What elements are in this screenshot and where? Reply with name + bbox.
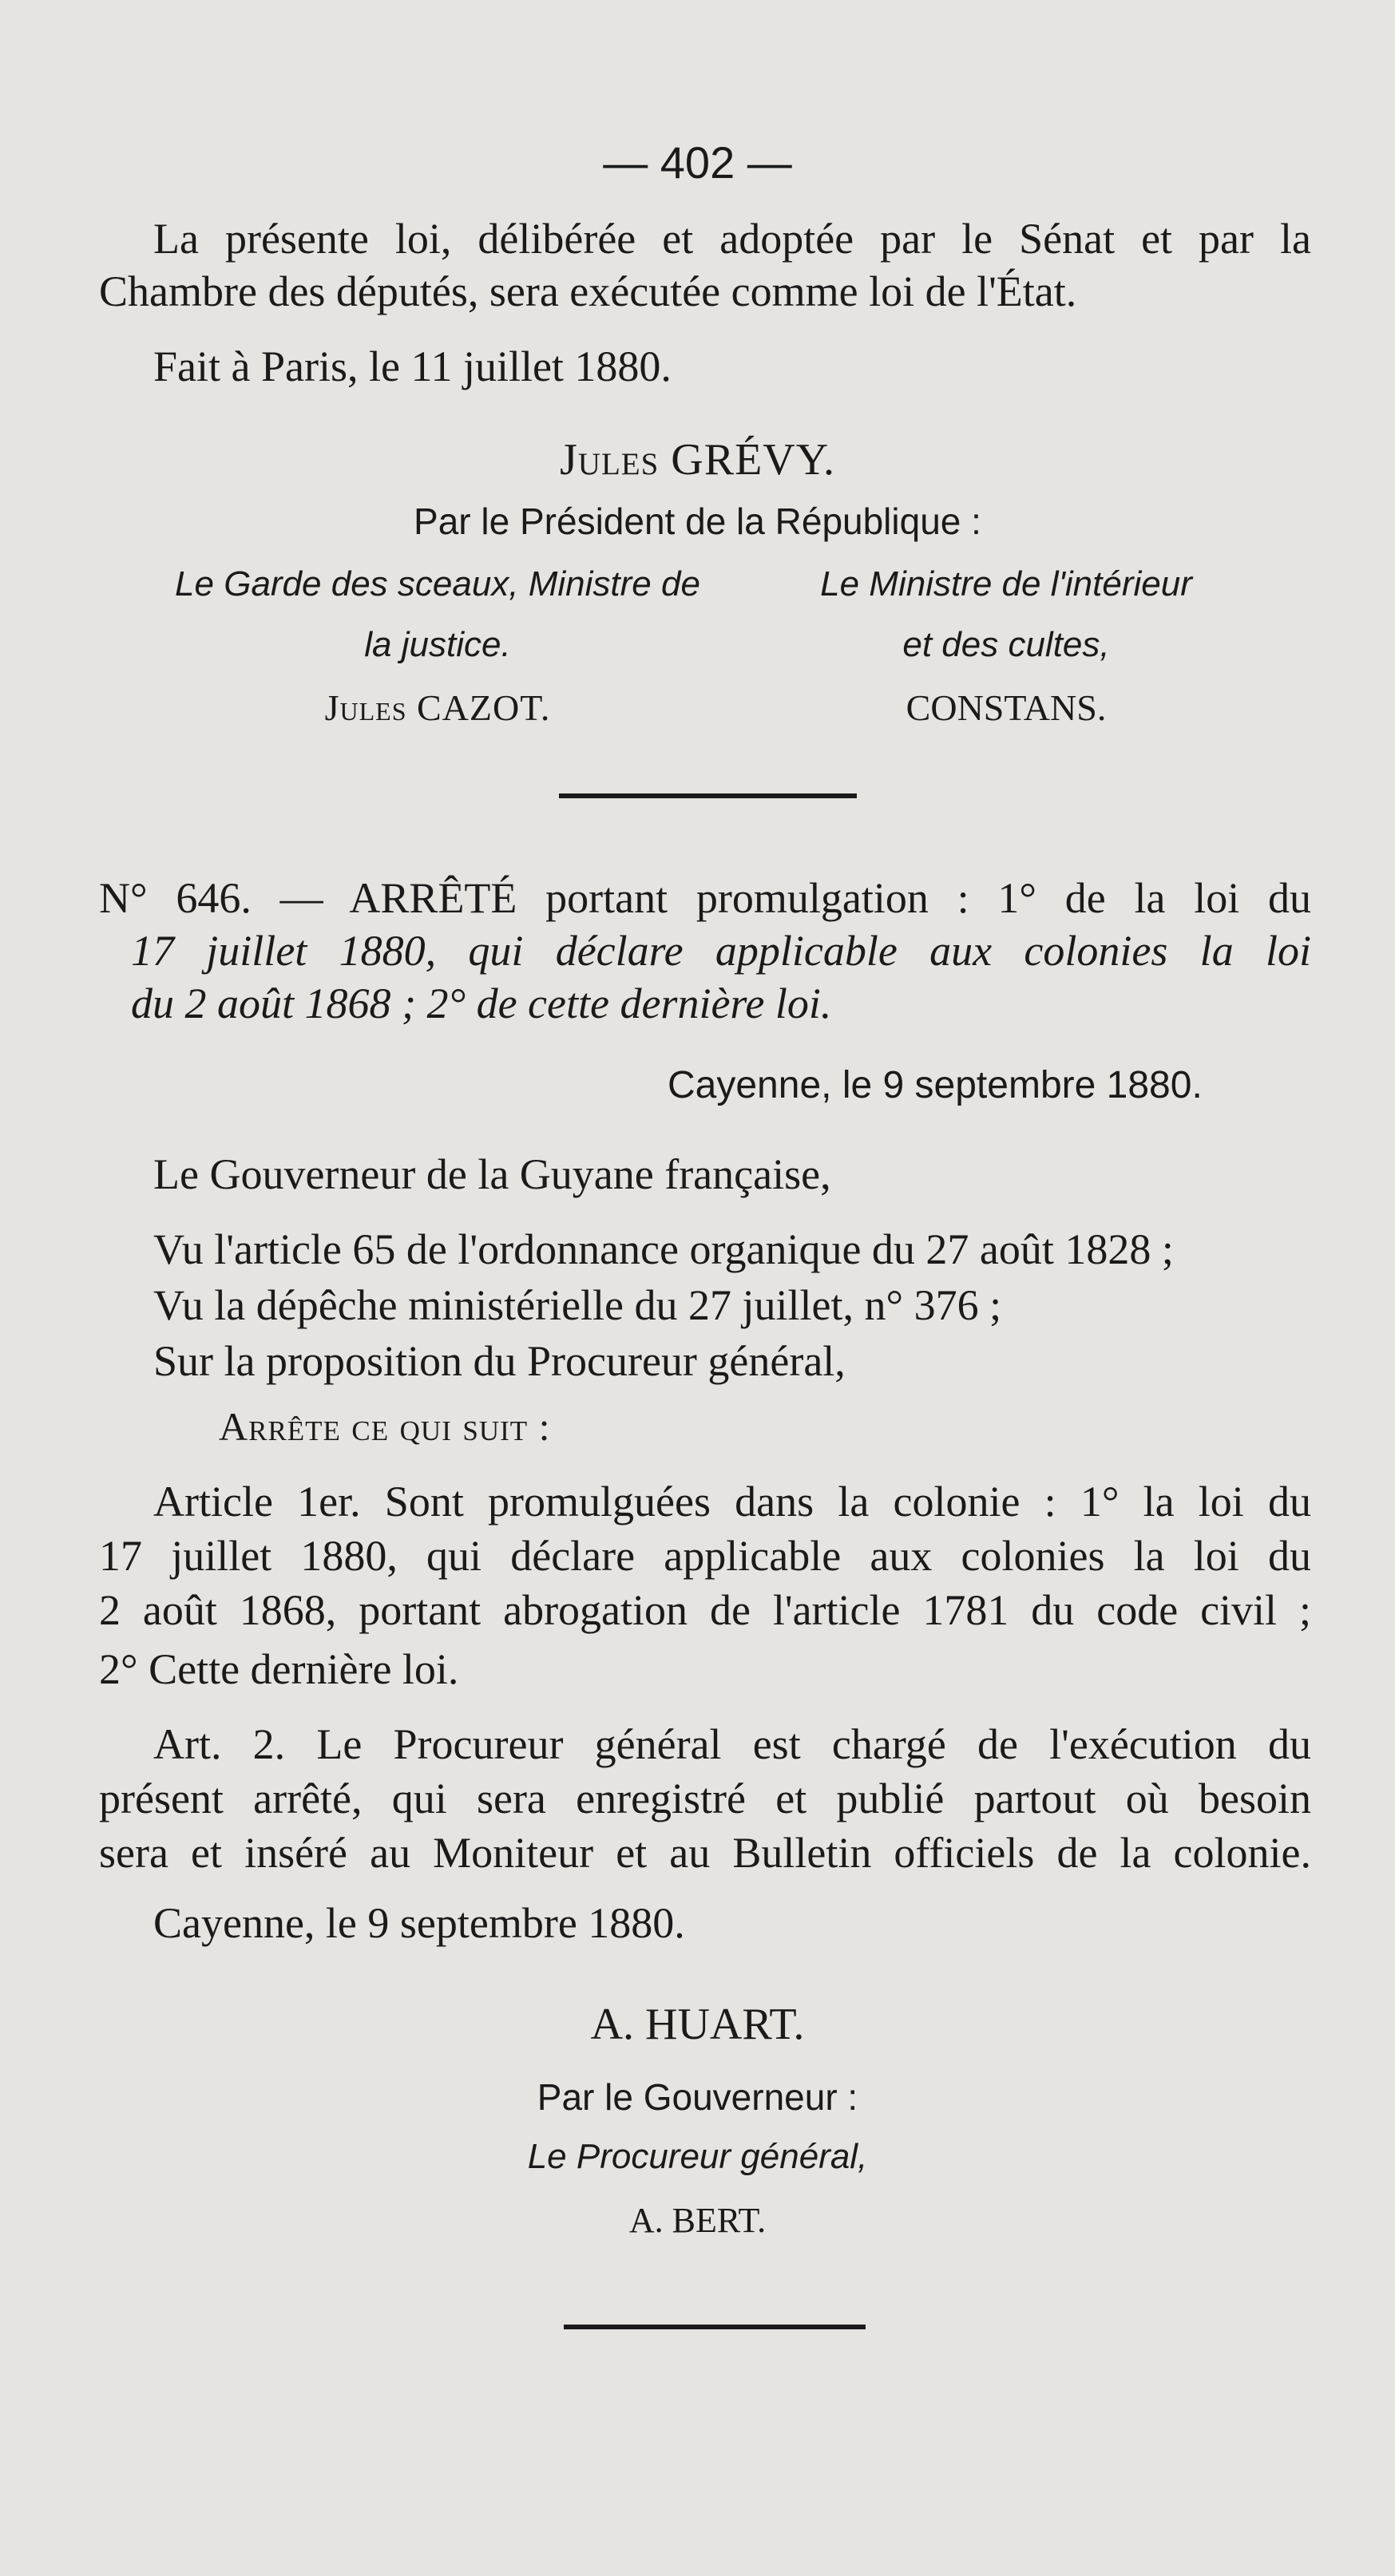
law-paragraph-line-2: Chambre des députés, sera exécutée comme loi de l'État. (99, 267, 1077, 315)
article-2-line-3: sera et inséré au Moniteur et au Bulletin officiels de la colonie. (99, 1829, 1311, 1877)
left-minister-title-1: Le Garde des sceaux, Ministre de (175, 564, 700, 603)
article-2-line-2: présent arrêté, qui sera enregistré et publié partout où besoin (99, 1775, 1311, 1822)
vu-line-2: Vu la dépêche ministérielle du 27 juillet, n° 376 ; (153, 1281, 1002, 1329)
article-1-line-3: 2 août 1868, portant abrogation de l'article 1781 du code civil ; (99, 1586, 1311, 1634)
by-president-line: Par le Président de la République : (414, 501, 981, 542)
section-divider (559, 793, 857, 798)
procureur-name: A. BERT. (628, 2201, 767, 2240)
end-divider (564, 2325, 866, 2329)
article-2-line-1: Art. 2. Le Procureur général est chargé de l'exécution du (153, 1720, 1311, 1768)
arrete-line: Arrête ce qui suit : (219, 1404, 551, 1449)
arrete-place-date: Cayenne, le 9 septembre 1880. (668, 1064, 1203, 1106)
law-signer: Jules GRÉVY. (560, 435, 835, 485)
left-minister-title-2: la justice. (364, 625, 511, 664)
arrete-signer: A. HUART. (590, 2000, 805, 2049)
arrete-heading-line-3: du 2 août 1868 ; 2° de cette dernière loi. (131, 979, 832, 1027)
arrete-heading-line-1: N° 646. — ARRÊTÉ portant promulgation : 1° de la loi du (99, 874, 1311, 922)
law-done-at: Fait à Paris, le 11 juillet 1880. (153, 342, 672, 390)
by-governor-line: Par le Gouverneur : (537, 2076, 858, 2118)
vu-line-1: Vu l'article 65 de l'ordonnance organique du 27 août 1828 ; (153, 1225, 1174, 1273)
article-1-line-1: Article 1er. Sont promulguées dans la colonie : 1° la loi du (153, 1478, 1311, 1525)
right-minister-name: CONSTANS. (906, 687, 1107, 728)
article-1-line-4: 2° Cette dernière loi. (99, 1645, 459, 1693)
law-paragraph-line-1: La présente loi, délibérée et adoptée par le Sénat et par la (153, 215, 1311, 263)
arrete-heading-line-2: 17 juillet 1880, qui déclare applicable aux colonies la loi (131, 927, 1311, 975)
closing-date: Cayenne, le 9 septembre 1880. (153, 1899, 685, 1947)
procureur-title: Le Procureur général, (527, 2137, 868, 2176)
governor-line: Le Gouverneur de la Guyane française, (153, 1150, 831, 1198)
article-1-line-2: 17 juillet 1880, qui déclare applicable aux colonies la loi du (99, 1532, 1311, 1580)
right-minister-title-1: Le Ministre de l'intérieur (820, 564, 1192, 603)
left-minister-name: Jules CAZOT. (324, 687, 551, 728)
right-minister-title-2: et des cultes, (902, 625, 1110, 664)
sur-line: Sur la proposition du Procureur général, (153, 1337, 846, 1385)
page-number: — 402 — (603, 137, 792, 188)
